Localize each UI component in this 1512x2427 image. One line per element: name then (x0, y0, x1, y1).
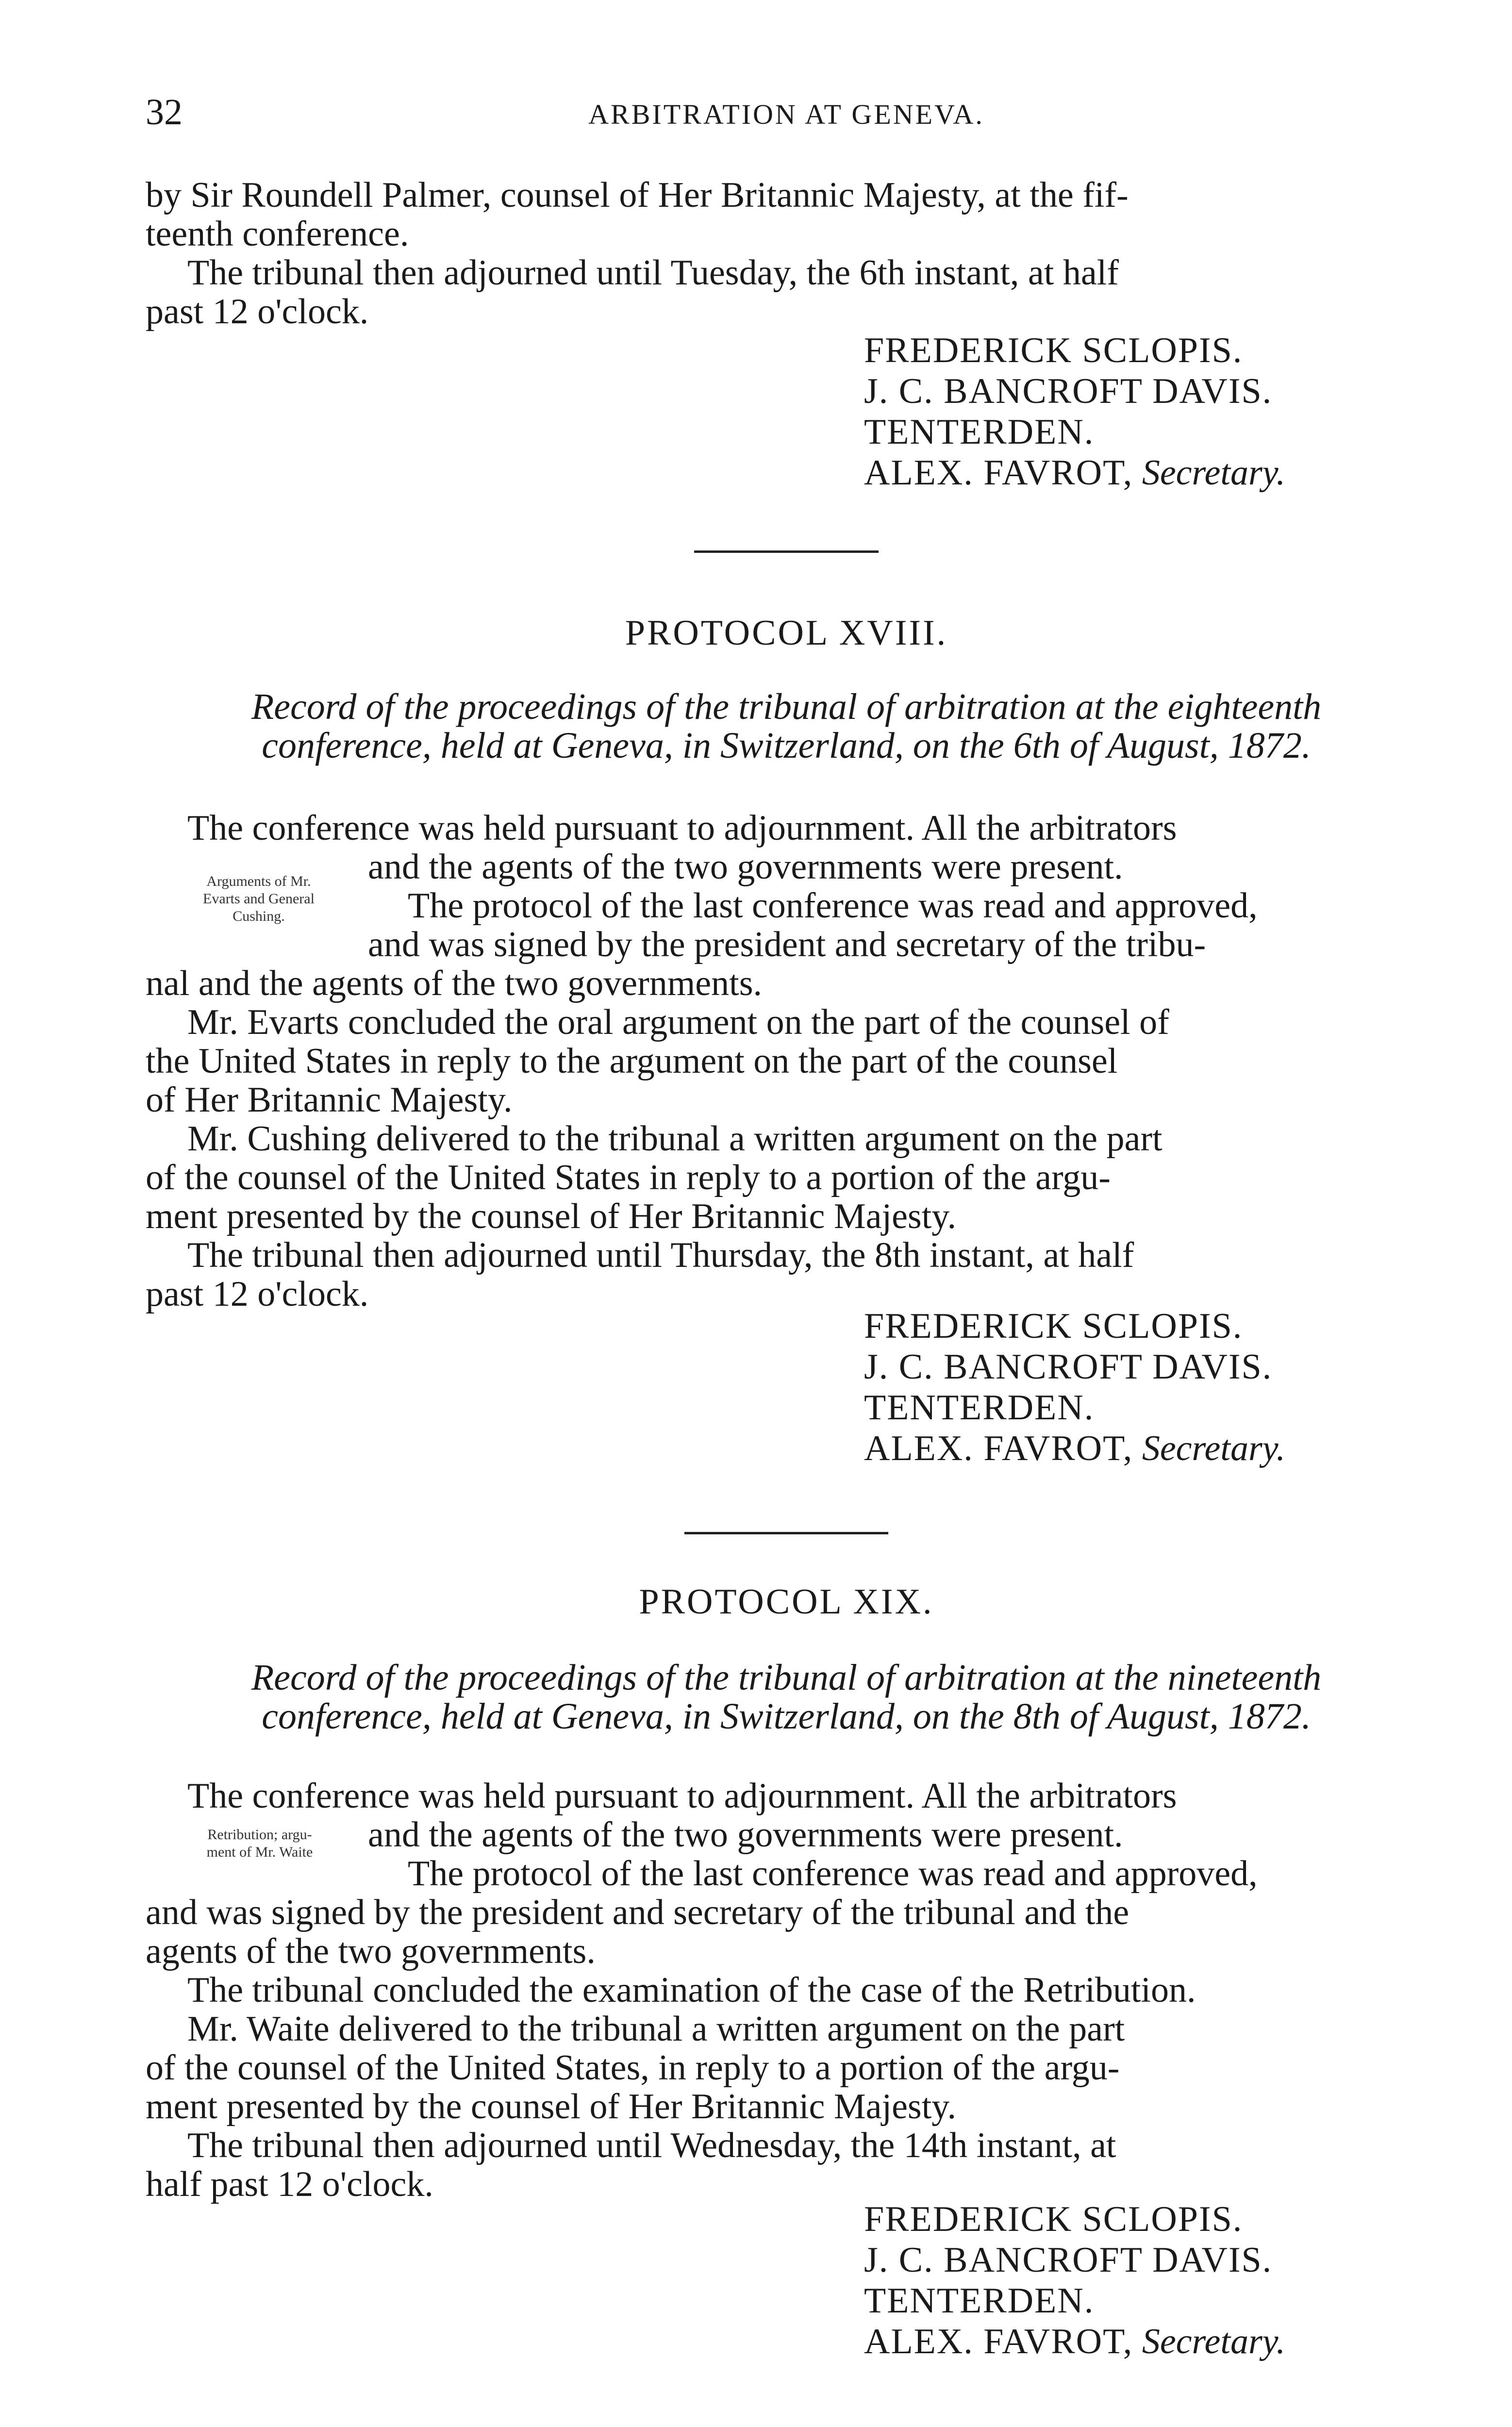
protocol-title: PROTOCOL XVIII. (625, 613, 948, 653)
margin-note-line: Cushing. (233, 908, 285, 924)
signatory-davis: J. C. BANCROFT DAVIS. (864, 1347, 1273, 1387)
text-line: nal and the agents of the two governments. (146, 964, 762, 1003)
section-divider (694, 550, 879, 553)
margin-note-line: Arguments of Mr. (206, 873, 311, 889)
text-line: by Sir Roundell Palmer, counsel of Her Britannic Majesty, at the fif- (146, 175, 1129, 215)
signatory-tenterden: TENTERDEN. (864, 412, 1095, 452)
text-line: half past 12 o'clock. (146, 2164, 433, 2204)
protocol-body (146, 1777, 1427, 2204)
signatory-role: Secretary. (1142, 453, 1286, 493)
text-line: The tribunal concluded the examination of the case of the Retribution. (187, 1970, 1196, 2010)
protocol-record-heading (146, 1658, 1427, 1736)
text-line: of the counsel of the United States in reply to a portion of the argu- (146, 1158, 1111, 1197)
text-line: teenth conference. (146, 214, 409, 254)
text-line: The tribunal then adjourned until Thursday, the 8th instant, at half (187, 1235, 1134, 1275)
signatory-favrot: ALEX. FAVROT, (864, 2322, 1133, 2361)
text-line: agents of the two governments. (146, 1931, 596, 1971)
text-line: past 12 o'clock. (146, 1274, 369, 1314)
text-line: Mr. Cushing delivered to the tribunal a written argument on the part (187, 1119, 1163, 1159)
text-line: and the agents of the two governments were present. (368, 847, 1123, 887)
signatory-role: Secretary. (1142, 1429, 1286, 1468)
signatory-sclopis: FREDERICK SCLOPIS. (864, 2199, 1243, 2239)
text-line: Mr. Evarts concluded the oral argument on the part of the counsel of (187, 1002, 1169, 1042)
record-line: conference, held at Geneva, in Switzerland, on the 6th of August, 1872. (262, 725, 1311, 766)
signatory-tenterden: TENTERDEN. (864, 2281, 1095, 2321)
section-divider (684, 1532, 888, 1534)
running-head: ARBITRATION AT GENEVA. (588, 99, 984, 130)
text-line: The protocol of the last conference was read and approved, (408, 1854, 1258, 1894)
signatory-role: Secretary. (1142, 2322, 1286, 2361)
signature-block-top (864, 330, 1285, 493)
signature-block-protocol-18 (864, 1306, 1285, 1469)
margin-note-line: Retribution; argu- (207, 1827, 312, 1843)
text-line: The tribunal then adjourned until Tuesday, the 6th instant, at half (187, 253, 1119, 293)
page-header (146, 91, 1427, 140)
text-line: and was signed by the president and secretary of the tribunal and the (146, 1893, 1130, 1932)
signatory-sclopis: FREDERICK SCLOPIS. (864, 1306, 1243, 1346)
margin-note-line: ment of Mr. Waite (206, 1844, 313, 1860)
signatory-tenterden: TENTERDEN. (864, 1388, 1095, 1428)
record-line: Record of the proceedings of the tribunal of arbitration at the nineteenth (251, 1657, 1322, 1698)
record-line: Record of the proceedings of the tribunal of arbitration at the eighteenth (251, 686, 1322, 727)
text-line: ment presented by the counsel of Her Britannic Majesty. (146, 1197, 956, 1236)
text-line: of the counsel of the United States, in reply to a portion of the argu- (146, 2048, 1120, 2088)
text-line: The conference was held pursuant to adjournment. All the arbitrators (187, 1776, 1177, 1816)
signature-block-protocol-19 (864, 2199, 1285, 2362)
text-line: The protocol of the last conference was read and approved, (408, 886, 1258, 926)
top-section-text (146, 176, 1427, 331)
margin-note-line: Evarts and General (203, 891, 315, 907)
signatory-davis: J. C. BANCROFT DAVIS. (864, 2240, 1273, 2280)
page-number: 32 (146, 92, 183, 133)
text-line: of Her Britannic Majesty. (146, 1080, 513, 1120)
signatory-favrot: ALEX. FAVROT, (864, 453, 1133, 493)
text-line: past 12 o'clock. (146, 292, 369, 332)
signatory-sclopis: FREDERICK SCLOPIS. (864, 331, 1243, 370)
record-line: conference, held at Geneva, in Switzerland, on the 8th of August, 1872. (262, 1696, 1311, 1737)
text-line: The conference was held pursuant to adjournment. All the arbitrators (187, 808, 1177, 848)
protocol-body (146, 809, 1427, 1313)
signatory-davis: J. C. BANCROFT DAVIS. (864, 371, 1273, 411)
protocol-record-heading (146, 687, 1427, 765)
text-line: ment presented by the counsel of Her Britannic Majesty. (146, 2087, 956, 2127)
text-line: Mr. Waite delivered to the tribunal a written argument on the part (187, 2009, 1125, 2049)
text-line: the United States in reply to the argument on the part of the counsel (146, 1041, 1118, 1081)
text-line: and was signed by the president and secretary of the tribu- (368, 925, 1206, 964)
signatory-favrot: ALEX. FAVROT, (864, 1429, 1133, 1468)
protocol-title: PROTOCOL XIX. (639, 1582, 934, 1622)
text-line: The tribunal then adjourned until Wednesday, the 14th instant, at (187, 2126, 1116, 2165)
text-line: and the agents of the two governments were present. (368, 1815, 1123, 1855)
